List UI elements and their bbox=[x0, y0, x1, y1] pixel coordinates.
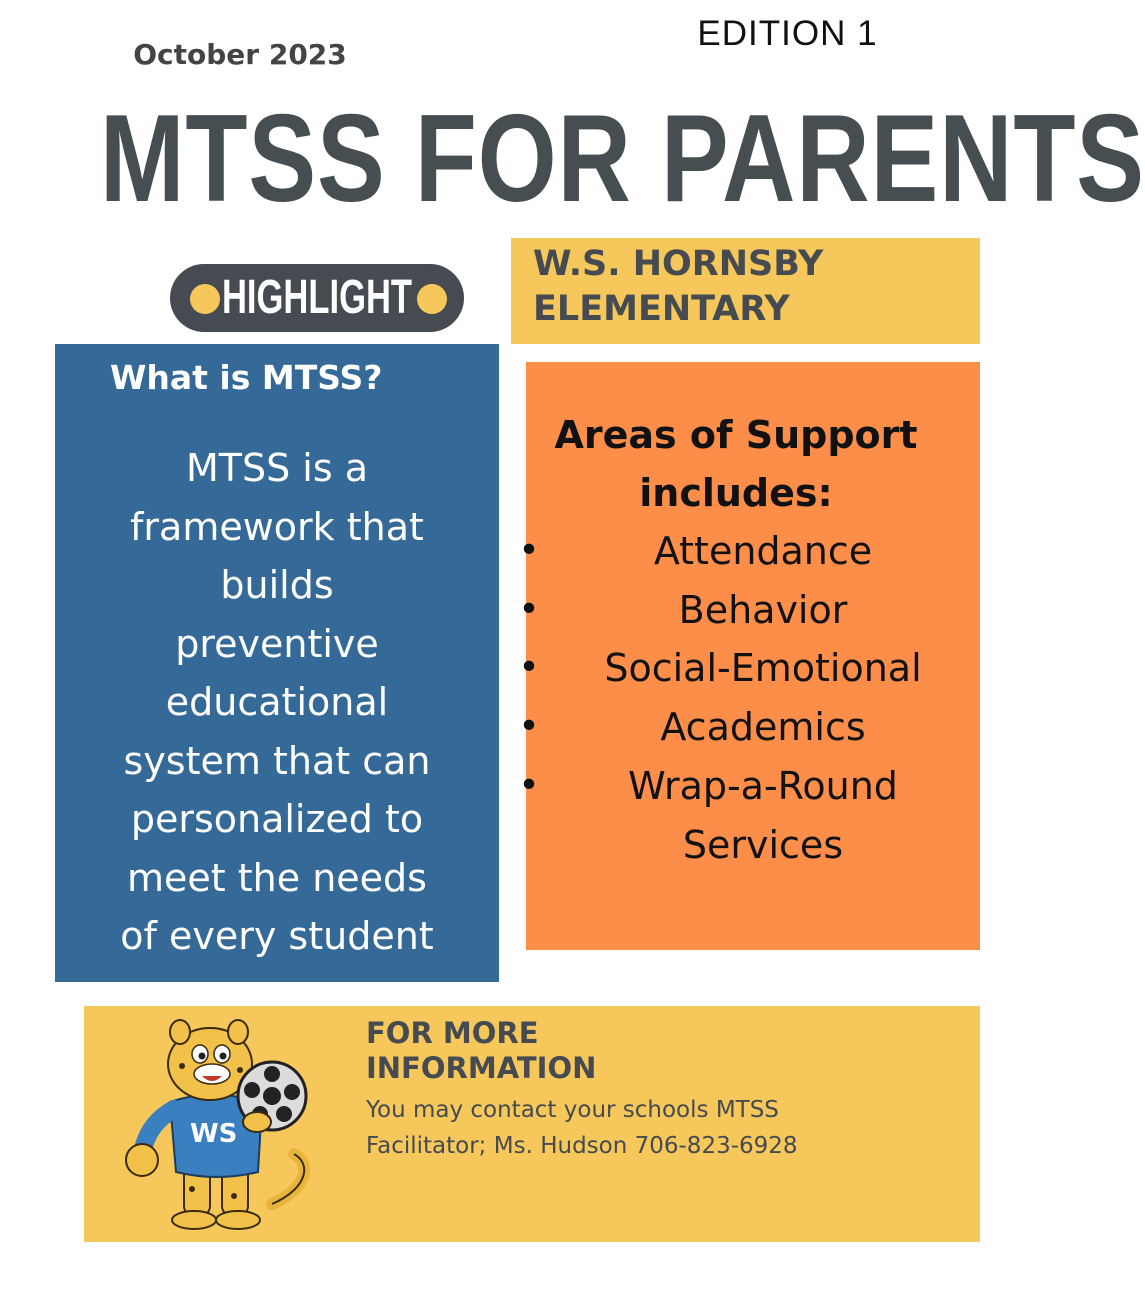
contact-line: You may contact your schools MTSS bbox=[366, 1097, 779, 1123]
list-item bbox=[514, 757, 980, 874]
what-is-mtss-body bbox=[55, 439, 499, 966]
more-information-panel bbox=[84, 1006, 980, 1242]
more-information-heading bbox=[366, 1016, 746, 1086]
issue-date: October 2023 bbox=[133, 38, 347, 71]
list-item-text: Academics bbox=[660, 705, 866, 750]
body-line: personalized to bbox=[130, 797, 424, 841]
contact-line: Facilitator; Ms. Hudson 706-823-6928 bbox=[366, 1133, 798, 1159]
list-item-text: Behavior bbox=[678, 587, 848, 632]
body-line: preventive bbox=[175, 621, 379, 666]
list-item-text: Wrap-a-Round Services bbox=[628, 763, 898, 867]
highlight-label: HIGHLIGHT bbox=[221, 271, 413, 324]
areas-of-support-panel bbox=[518, 362, 980, 950]
contact-info-text bbox=[366, 1092, 866, 1164]
list-item bbox=[514, 522, 980, 581]
bullet-icon: • bbox=[518, 706, 540, 748]
bullet-icon: • bbox=[518, 647, 540, 689]
what-is-mtss-panel bbox=[55, 344, 499, 982]
list-item bbox=[514, 581, 980, 640]
heading-line: FOR MORE bbox=[366, 1016, 539, 1050]
svg-text:WS: WS bbox=[190, 1119, 238, 1149]
highlight-badge bbox=[170, 264, 464, 332]
areas-of-support-heading bbox=[526, 406, 946, 522]
heading-line: Areas of Support bbox=[554, 413, 918, 457]
body-line: framework that bbox=[130, 504, 424, 549]
body-line: system that can bbox=[123, 738, 431, 783]
body-line: meet the needs bbox=[127, 855, 427, 900]
list-item-text: Social-Emotional bbox=[604, 646, 922, 691]
bullet-icon: • bbox=[518, 588, 540, 630]
school-name-line: ELEMENTARY bbox=[533, 289, 790, 329]
school-name bbox=[533, 242, 973, 332]
school-name-banner bbox=[511, 238, 980, 344]
what-is-mtss-heading: What is MTSS? bbox=[110, 358, 383, 397]
jaguar-mascot-icon bbox=[122, 1014, 322, 1236]
heading-line: includes: bbox=[639, 471, 833, 515]
list-item bbox=[514, 698, 980, 757]
school-name-line: W.S. HORNSBY bbox=[533, 244, 824, 284]
bullet-icon: • bbox=[518, 764, 540, 806]
body-line: of every student bbox=[120, 914, 434, 958]
support-list bbox=[514, 522, 980, 874]
list-item-text: Attendance bbox=[653, 529, 873, 573]
newsletter-title: MTSS FOR PARENTS bbox=[99, 90, 1145, 228]
body-line: educational bbox=[165, 680, 389, 724]
edition-label: EDITION 1 bbox=[697, 14, 878, 53]
list-item bbox=[514, 639, 980, 698]
heading-line: INFORMATION bbox=[366, 1051, 597, 1085]
bullet-icon: • bbox=[518, 530, 540, 571]
body-line: MTSS is a bbox=[185, 446, 369, 490]
body-line: builds bbox=[220, 563, 334, 607]
